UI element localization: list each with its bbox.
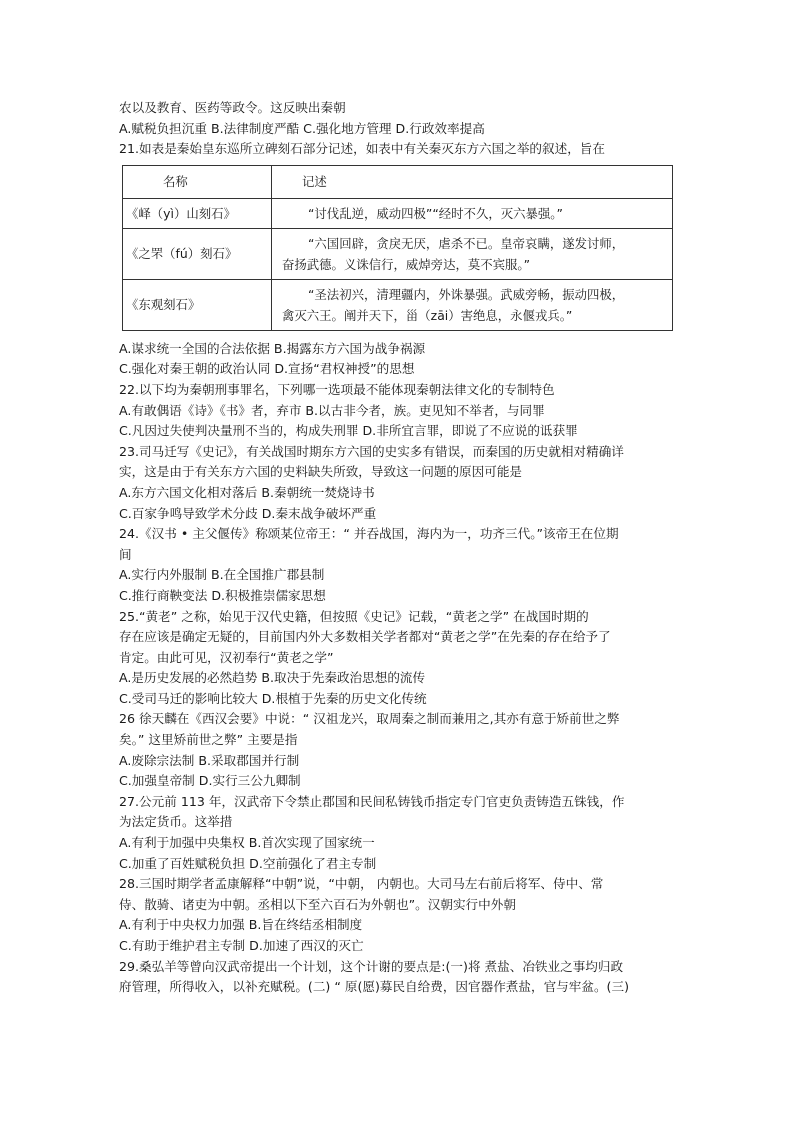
text-line: 21.如表是秦始皇东巡所立碑刻石部分记述，如表中有关秦灭东方六国之举的叙述，旨在 [119, 141, 605, 157]
text-line: C.加强皇帝制 D.实行三公九卿制 [119, 773, 301, 789]
inscription-record [272, 198, 673, 228]
text-line: 肯定。由此可见，汉初奉行“黄老之学” [119, 649, 334, 665]
text-line: A.东方六国文化相对落后 B.秦朝统一焚烧诗书 [119, 484, 375, 500]
text-line: C.百家争鸣导致学术分歧 D.秦末战争破坏严重 [119, 505, 377, 521]
inscription-record [272, 228, 673, 279]
text-line: 23.司马迁写《史记》，有关战国时期东方六国的史实多有错误，而秦国的历史就相对精确详 [119, 443, 624, 459]
text-line: 29.桑弘羊等曾向汉武帝提出一个计划，这个计谢的要点是:(一)将 煮盐、冶铁业之事均归政 [119, 958, 624, 974]
inscription-name: 《之罘（fú）刻石》 [123, 228, 272, 279]
text-line: A.有利于加强中央集权 B.首次实现了国家统一 [119, 835, 375, 851]
text-line: 府管理，所得收入，以补充赋税。(二) “ 原(愿)募民自给费，因官器作煮盐，官与牢盆。(三) [119, 979, 629, 995]
text-line: 存在应该是确定无疑的，目前国内外大多数相关学者都对“黄老之学”在先秦的存在给予了 [119, 629, 611, 645]
text-line: A.实行内外服制 B.在全国推广郡县制 [119, 567, 325, 583]
text-line: 28.三国时期学者孟康解释“中朝”说，“中朝， 内朝也。大司马左右前后将军、侍中、常 [119, 876, 604, 892]
text-line: C.强化对秦王朝的政治认同 D.宣扬“君权神授”的思想 [119, 361, 415, 377]
record-line: “六国回辟，贪戾无厌，虐杀不已。皇帝哀瞒，遂发讨师， [308, 235, 625, 251]
table-row [123, 228, 673, 279]
inscription-name: 《峄（yì）山刻石》 [123, 198, 272, 228]
table-row [123, 279, 673, 330]
text-line: A.是历史发展的必然趋势 B.取决于先秦政治思想的流传 [119, 670, 426, 686]
text-line: C.凡因过失使判决量刑不当的，构成失刑罪 D.非所宜言罪，即说了不应说的诋获罪 [119, 423, 578, 439]
text-line: C.有助于维护君主专制 D.加速了西汉的灭亡 [119, 938, 364, 953]
table-header-row [123, 165, 673, 198]
table-header-record: 记述 [272, 165, 673, 198]
inscription-record [272, 279, 673, 330]
question-lines [119, 339, 679, 998]
record-line: “圣法初兴，清理疆内，外诛暴强。武威旁畅，振动四极， [308, 286, 625, 302]
inscription-name: 《东观刻石》 [123, 279, 272, 330]
text-line: 间 [119, 546, 132, 562]
text-line: 27.公元前 113 年，汉武帝下令禁止郡国和民间私铸钱币指定专门官吏负责铸造五铢钱，作 [119, 793, 625, 809]
text-line: 矣。” 这里矫前世之弊” 主要是指 [119, 732, 298, 748]
text-line: C.推行商鞅变法 D.积极推崇儒家思想 [119, 587, 326, 603]
text-line: A.赋税负担沉重 B.法律制度严酷 C.强化地方管理 D.行政效率提高 [119, 120, 485, 136]
table-header-name: 名称 [123, 165, 272, 198]
table-row [123, 198, 673, 228]
text-line: 22.以下均为秦朝刑事罪名，下列哪一选项最不能体现秦朝法律文化的专制特色 [119, 381, 555, 397]
text-line: A.废除宗法制 B.采取郡国并行制 [119, 752, 300, 768]
text-line: 25.“黄老” 之称，始见于汉代史籍，但按照《史记》记载，“黄老之学” 在战国时期的 [119, 608, 589, 624]
text-line: 26 徐天麟在《西汉会要》中说：“ 汉祖龙兴，取周秦之制而兼用之,其亦有意于矫前世之弊 [119, 711, 620, 727]
text-line: 24.《汉书 • 主父偃传》称颂某位帝王：“ 并吞战国，海内为一，功齐三代。”该帝王在位期 [119, 526, 619, 542]
question-content [119, 98, 679, 998]
text-line: 实，这是由于有关东方六国的史料缺失所致，导致这一问题的原因可能是 [119, 464, 522, 480]
record-line: 奋扬武德。义诛信行，威焯旁达，莫不宾服。” [282, 256, 531, 272]
inscription-table [122, 165, 673, 331]
text-line: 为法定货币。这举措 [119, 814, 233, 830]
text-line: A.有利于中央权力加强 B.旨在终结丞相制度 [119, 917, 363, 933]
text-line: C.加重了百姓赋税负担 D.空前强化了君主专制 [119, 855, 377, 871]
text-line: A.谋求统一全国的合法依据 B.揭露东方六国为战争祸源 [119, 340, 426, 356]
text-line: 农以及教育、医药等政令。这反映出秦朝 [119, 100, 346, 115]
record-line: “讨伐乱逆，威动四极”“经时不久，灭六暴强。” [308, 205, 563, 221]
text-line: C.受司马迁的影响比较大 D.根植于先秦的历史文化传统 [119, 690, 427, 706]
record-line: 禽灭六王。阐并天下，甾（zāi）害绝息，永偃戎兵。” [282, 307, 573, 323]
text-line: A.有敢偶语《诗》《书》者，弃市 B.以古非今者，族。吏见知不举者，与同罪 [119, 402, 545, 418]
text-line: 侍、散骑、诸吏为中朝。丞相以下至六百石为外朝也”。汉朝实行中外朝 [119, 896, 516, 912]
